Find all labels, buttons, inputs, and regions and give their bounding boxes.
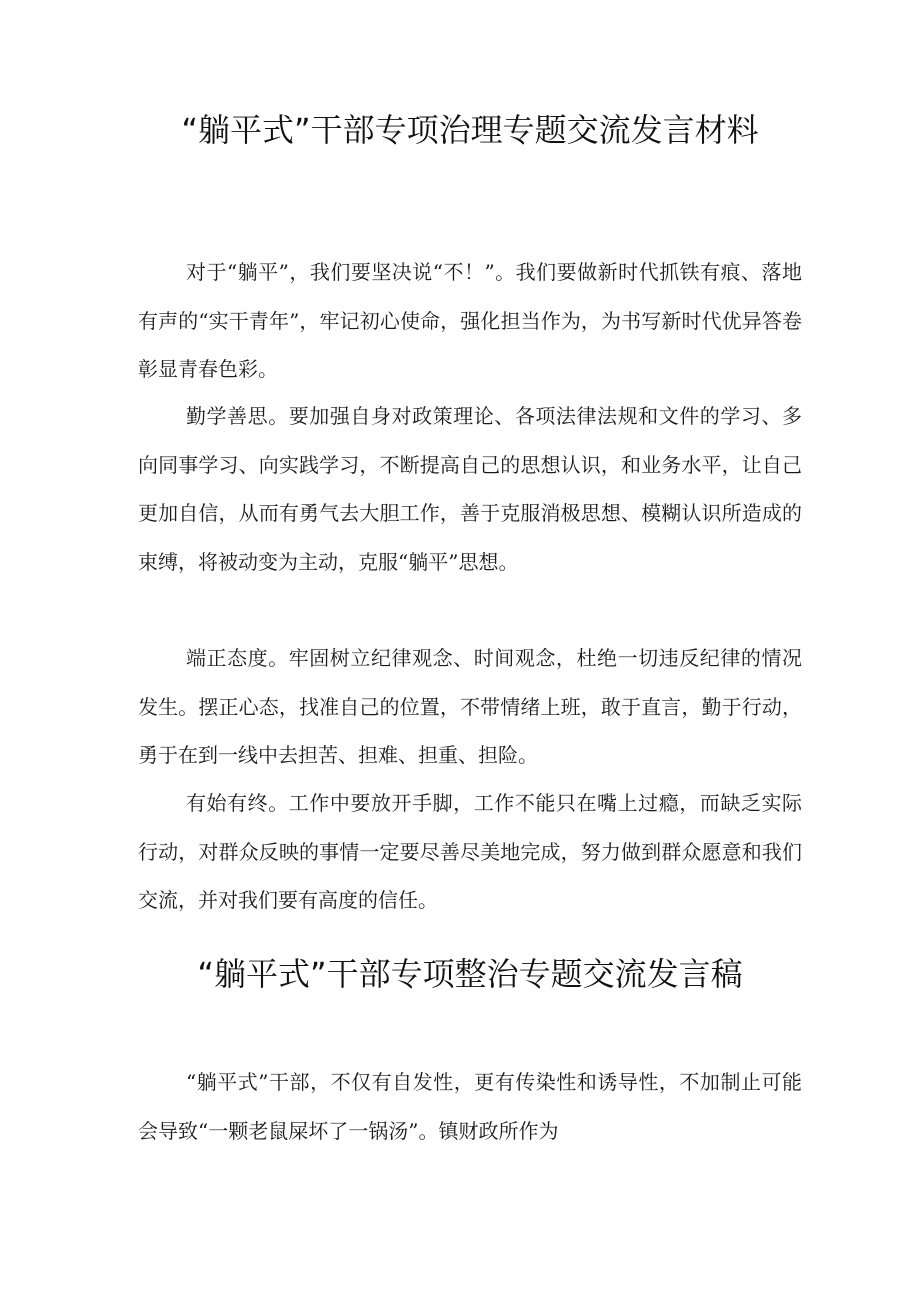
paragraph-attitude: 端正态度。牢固树立纪律观念、时间观念，杜绝一切违反纪律的情况发生。摆正心态，找准自己的位置，不带情绪上班，敢于直言，勤于行动，勇于在到一线中去担苦、担难、担重、担险。	[138, 646, 802, 767]
document-title: “躺平式”干部专项治理专题交流发言材料	[181, 111, 759, 149]
section-title: “躺平式”干部专项整治专题交流发言稿	[197, 955, 743, 993]
paragraph-intro: 对于“躺平”，我们要坚决说“不！”。我们要做新时代抓铁有痕、落地有声的“实干青年”，牢记初心使命，强化担当作为，为书写新时代优异答卷彰显青春色彩。	[138, 260, 802, 381]
paragraph-second-intro: “躺平式”干部，不仅有自发性，更有传染性和诱导性，不加制止可能会导致“一颗老鼠屎坏了一锅汤”。镇财政所作为	[138, 1070, 802, 1143]
paragraph-persistence: 有始有终。工作中要放开手脚，工作不能只在嘴上过瘾，而缺乏实际行动，对群众反映的事情一定要尽善尽美地完成，努力做到群众愿意和我们交流，并对我们要有高度的信任。	[138, 791, 802, 912]
paragraph-study: 勤学善思。要加强自身对政策理论、各项法律法规和文件的学习、多向同事学习、向实践学习，不断提高自己的思想认识，和业务水平，让自己更加自信，从而有勇气去大胆工作，善于克服消极思想、模糊认识所造成的束缚，将被动变为主动，克服“躺平”思想。	[138, 404, 802, 574]
